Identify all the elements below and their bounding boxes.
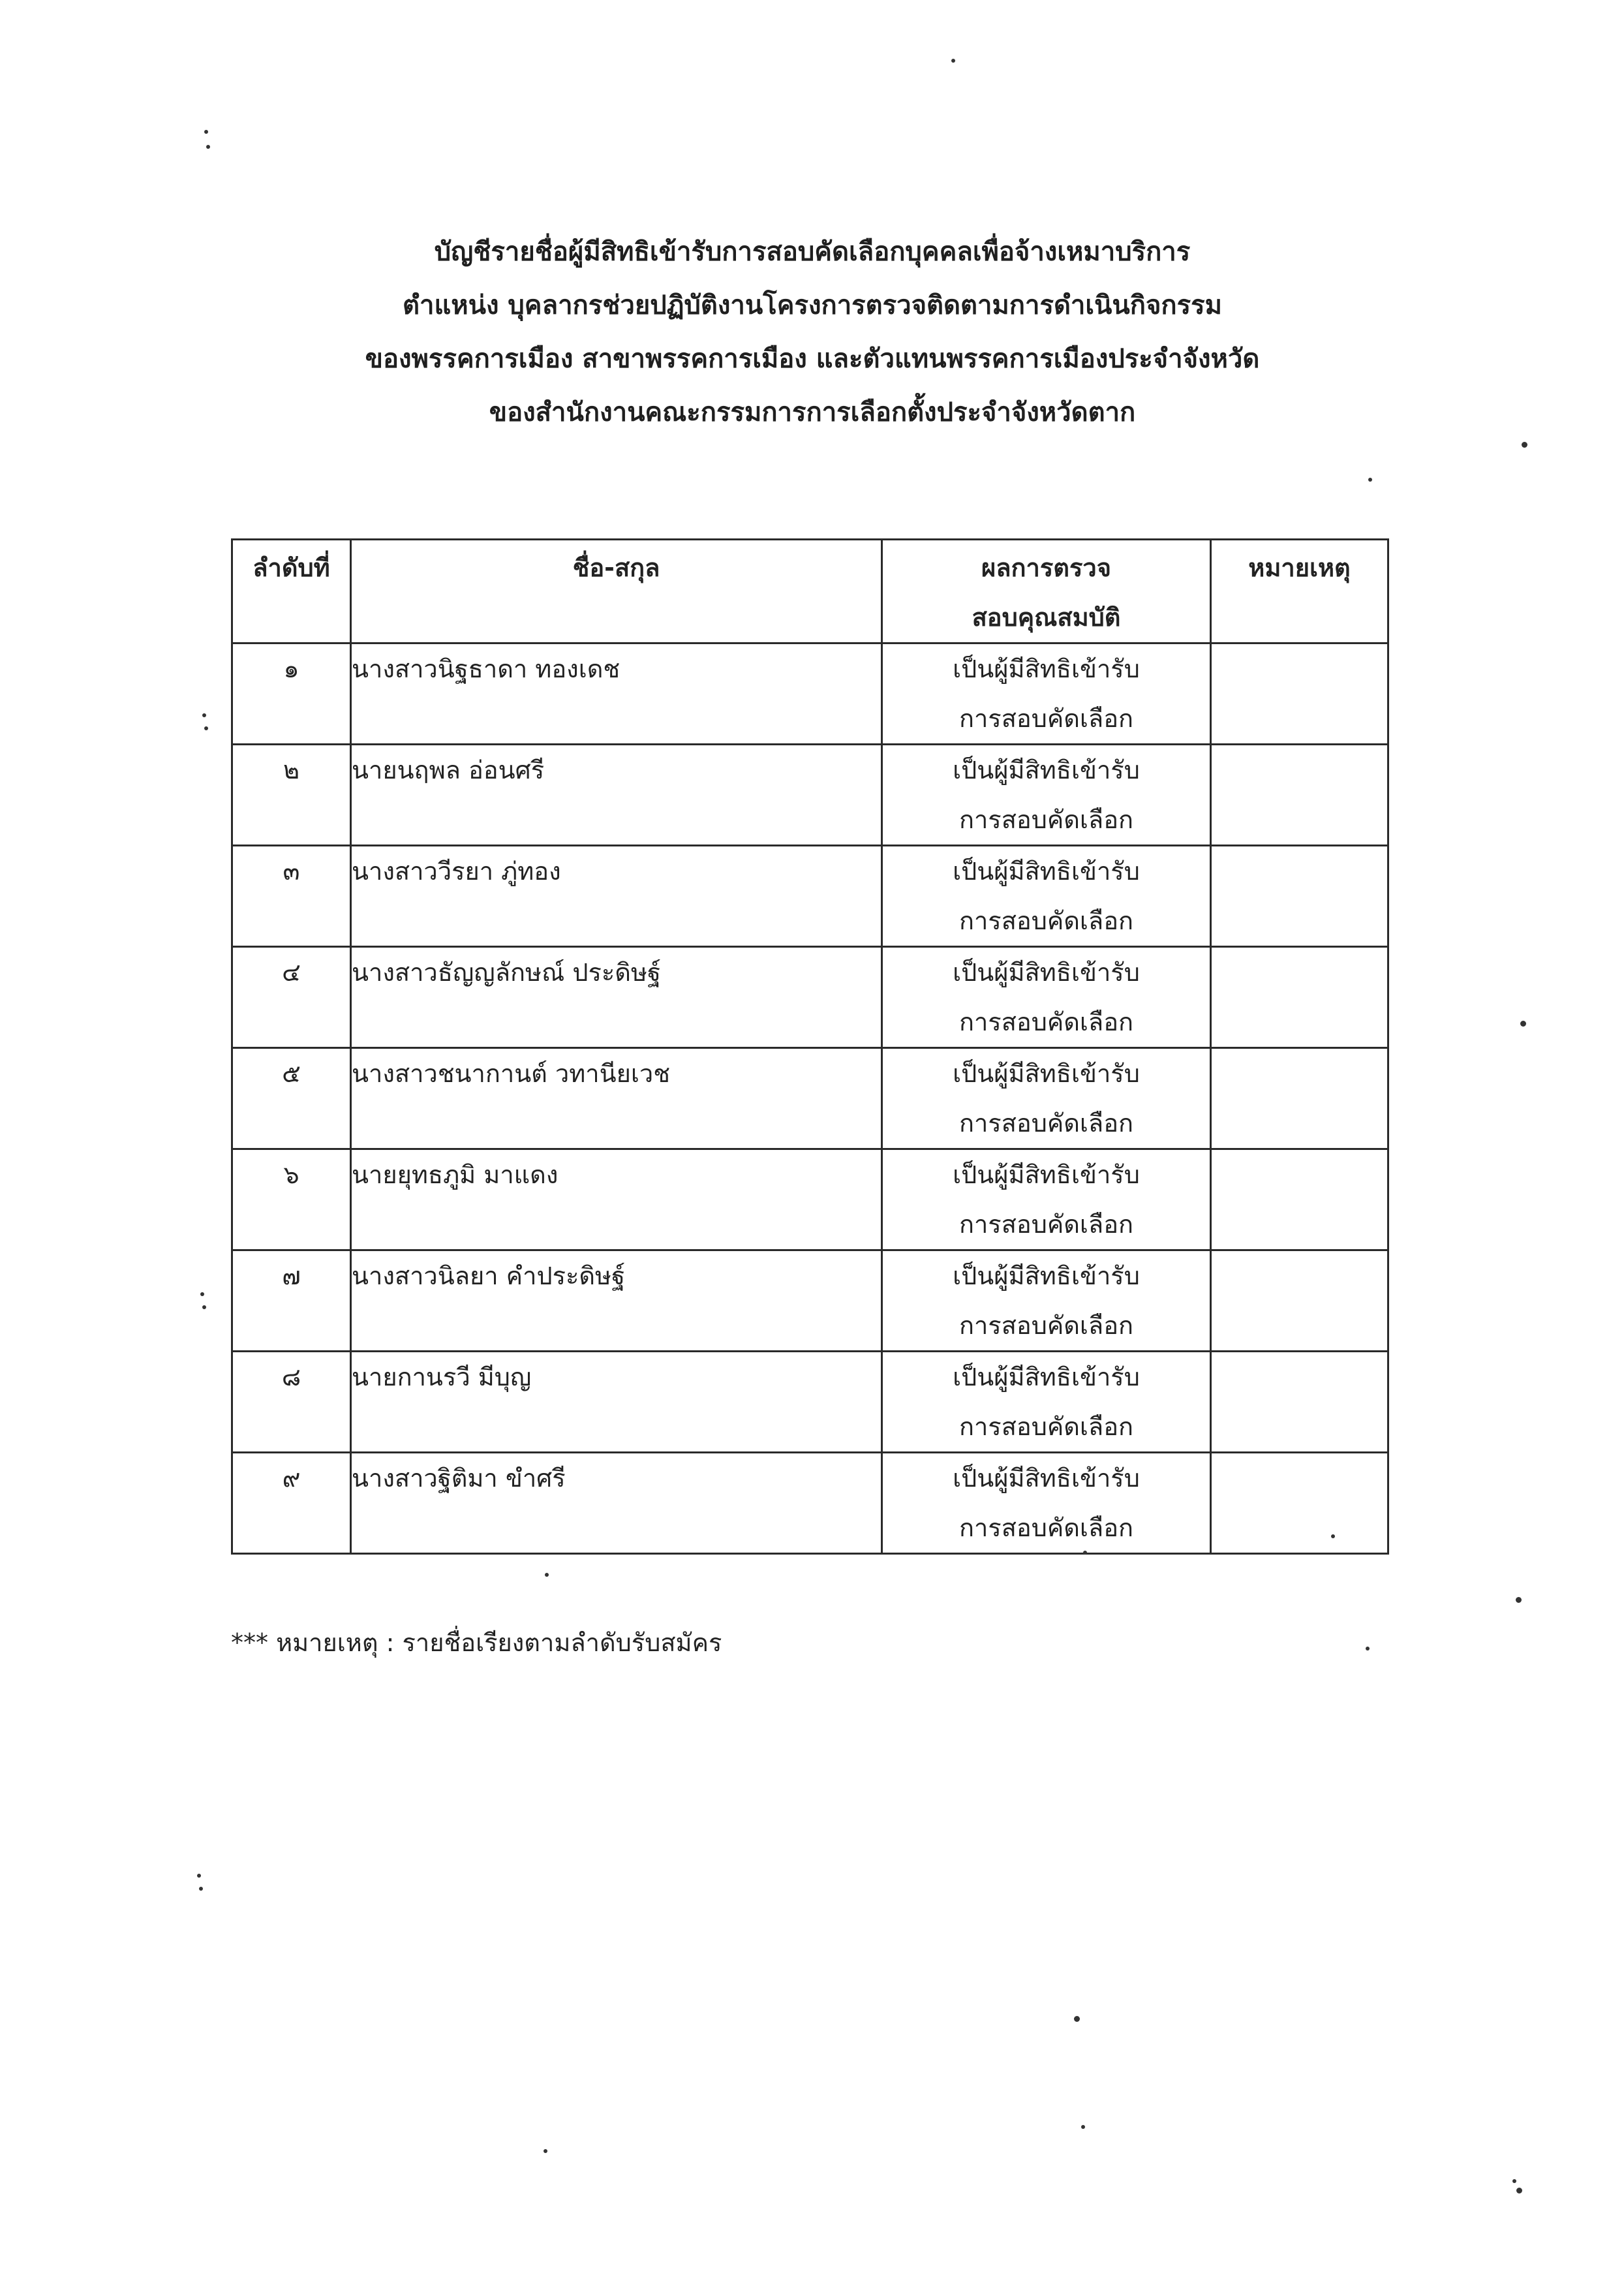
scan-speck	[1331, 1534, 1335, 1538]
table-row	[232, 1048, 1388, 1149]
result-line-2: การสอบคัดเลือก	[958, 1109, 1134, 1138]
result-line-1: เป็นผู้มีสิทธิเข้ารับ	[953, 1262, 1140, 1290]
scan-speck	[197, 1874, 201, 1878]
scan-speck	[1083, 1551, 1087, 1555]
cell-result	[882, 846, 1211, 947]
title-line-2: ตำแหน่ง บุคลากรช่วยปฏิบัติงานโครงการตรวจติดตามการดำเนินกิจกรรม	[403, 290, 1222, 320]
result-line-1: เป็นผู้มีสิทธิเข้ารับ	[953, 1059, 1140, 1088]
cell-remark	[1211, 1048, 1388, 1149]
result-line-2: การสอบคัดเลือก	[958, 1311, 1134, 1340]
table-header-row	[232, 540, 1388, 643]
result-line-2: การสอบคัดเลือก	[958, 1513, 1134, 1542]
cell-full-name: นายกานรวี มีบุญ	[351, 1352, 882, 1453]
header-name: ชื่อ-สกุล	[351, 540, 882, 643]
result-line-1: เป็นผู้มีสิทธิเข้ารับ	[953, 1363, 1140, 1391]
scan-speck	[204, 130, 208, 134]
footnote: *** หมายเหตุ : รายชื่อเรียงตามลำดับรับสมัคร	[231, 1628, 722, 1657]
header-result	[882, 540, 1211, 643]
result-line-2: การสอบคัดเลือก	[958, 1412, 1134, 1441]
scan-speck	[545, 1573, 549, 1577]
table-row	[232, 1149, 1388, 1250]
result-line-1: เป็นผู้มีสิทธิเข้ารับ	[953, 1160, 1140, 1189]
result-line-2: การสอบคัดเลือก	[958, 704, 1134, 733]
cell-result	[882, 947, 1211, 1048]
result-line-2: การสอบคัดเลือก	[958, 1210, 1134, 1239]
scan-speck	[1516, 1597, 1522, 1603]
cell-remark	[1211, 1250, 1388, 1352]
cell-result	[882, 1352, 1211, 1453]
result-line-1: เป็นผู้มีสิทธิเข้ารับ	[953, 1464, 1140, 1493]
scan-speck	[199, 1887, 203, 1891]
table-row	[232, 947, 1388, 1048]
cell-number: ๕	[232, 1048, 351, 1149]
cell-full-name: นางสาวธัญญลักษณ์ ประดิษฐ์	[351, 947, 882, 1048]
cell-number: ๔	[232, 947, 351, 1048]
cell-number: ๑	[232, 643, 351, 745]
cell-remark	[1211, 745, 1388, 846]
cell-result	[882, 1250, 1211, 1352]
cell-full-name: นางสาววีรยา ภู่ทอง	[351, 846, 882, 947]
table-row	[232, 1250, 1388, 1352]
scan-speck	[204, 726, 208, 730]
scan-speck	[1516, 2188, 1522, 2193]
cell-number: ๓	[232, 846, 351, 947]
cell-remark	[1211, 846, 1388, 947]
cell-remark	[1211, 1352, 1388, 1453]
scan-speck	[951, 59, 955, 63]
cell-number: ๘	[232, 1352, 351, 1453]
scan-speck	[202, 1305, 206, 1309]
result-line-2: การสอบคัดเลือก	[958, 907, 1134, 935]
cell-remark	[1211, 947, 1388, 1048]
table-row	[232, 1352, 1388, 1453]
cell-remark	[1211, 643, 1388, 745]
result-line-2: การสอบคัดเลือก	[958, 1008, 1134, 1036]
result-line-1: เป็นผู้มีสิทธิเข้ารับ	[953, 857, 1140, 886]
cell-full-name: นางสาวฐิติมา ขำศรี	[351, 1453, 882, 1554]
header-result-line-2: สอบคุณสมบัติ	[972, 603, 1121, 632]
scan-speck	[544, 2149, 547, 2153]
title-line-1: บัญชีรายชื่อผู้มีสิทธิเข้ารับการสอบคัดเลือกบุคคลเพื่อจ้างเหมาบริการ	[434, 237, 1191, 267]
scan-speck	[200, 1292, 204, 1296]
result-line-2: การสอบคัดเลือก	[958, 805, 1134, 834]
cell-number: ๙	[232, 1453, 351, 1554]
scan-speck	[202, 713, 206, 717]
result-line-1: เป็นผู้มีสิทธิเข้ารับ	[953, 655, 1140, 683]
scan-speck	[1081, 2125, 1085, 2129]
table-row	[232, 745, 1388, 846]
cell-number: ๖	[232, 1149, 351, 1250]
cell-result	[882, 1048, 1211, 1149]
scan-speck	[1368, 478, 1372, 482]
result-line-1: เป็นผู้มีสิทธิเข้ารับ	[953, 756, 1140, 784]
table-row	[232, 1453, 1388, 1554]
cell-number: ๗	[232, 1250, 351, 1352]
header-result-line-1: ผลการตรวจ	[981, 553, 1111, 582]
header-no: ลำดับที่	[232, 540, 351, 643]
scan-speck	[206, 145, 210, 149]
cell-full-name: นางสาวนิลยา คำประดิษฐ์	[351, 1250, 882, 1352]
table-body	[232, 643, 1388, 1554]
candidate-table	[231, 538, 1389, 1555]
scan-speck	[1512, 2179, 1516, 2183]
scan-speck	[1366, 1647, 1370, 1651]
cell-result	[882, 1453, 1211, 1554]
cell-result	[882, 643, 1211, 745]
title-line-3: ของพรรคการเมือง สาขาพรรคการเมือง และตัวแทนพรรคการเมืองประจำจังหวัด	[365, 344, 1260, 374]
document-title	[196, 225, 1429, 439]
table-row	[232, 643, 1388, 745]
cell-remark	[1211, 1149, 1388, 1250]
scan-speck	[1520, 1021, 1526, 1027]
result-line-1: เป็นผู้มีสิทธิเข้ารับ	[953, 958, 1140, 987]
cell-full-name: นายนฤพล อ่อนศรี	[351, 745, 882, 846]
cell-number: ๒	[232, 745, 351, 846]
table-row	[232, 846, 1388, 947]
cell-remark	[1211, 1453, 1388, 1554]
cell-result	[882, 1149, 1211, 1250]
header-remark: หมายเหตุ	[1211, 540, 1388, 643]
cell-full-name: นายยุทธภูมิ มาแดง	[351, 1149, 882, 1250]
scan-speck	[1074, 2016, 1080, 2022]
cell-full-name: นางสาวนิฐธาดา ทองเดช	[351, 643, 882, 745]
scan-speck	[1522, 442, 1527, 448]
cell-full-name: นางสาวชนากานต์ วทานียเวช	[351, 1048, 882, 1149]
cell-result	[882, 745, 1211, 846]
title-line-4: ของสำนักงานคณะกรรมการการเลือกตั้งประจำจังหวัดตาก	[489, 397, 1136, 427]
